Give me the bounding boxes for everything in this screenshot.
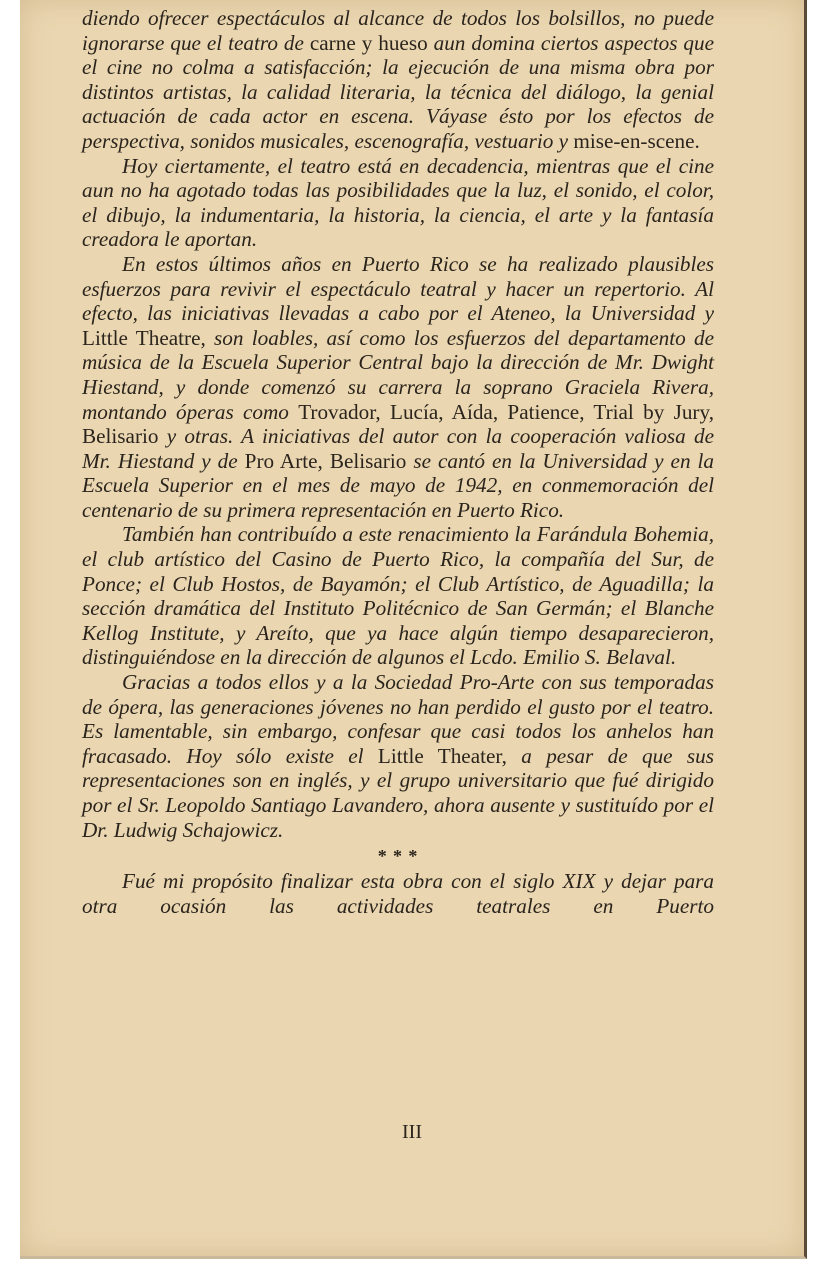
italic-text-segment: a pesar de que sus representaciones son en inglés, y el grupo universitario que fué dirigido por el Sr. Leopoldo Santiago Lavandero, ahora ausente y sustituído por el Dr. Ludwig Schajowicz. xyxy=(82,743,714,842)
paragraph xyxy=(82,522,714,670)
roman-text-segment: mise-en-scene. xyxy=(573,128,700,153)
page-text xyxy=(82,6,714,918)
italic-text-segment: y otras. A iniciativas del autor con la cooperación valiosa de Mr. Hiestand y de xyxy=(82,424,714,473)
paragraph xyxy=(82,154,714,252)
italic-text-segment: En estos últimos años en Puerto Rico se ha realizado plausibles esfuerzos para revivir el espectáculo teatral y hacer un repertorio. Al efecto, las iniciativas llevadas a cabo por el Ateneo, la Universidad y xyxy=(82,251,714,326)
italic-text-segment: Gracias a todos ellos y a la Sociedad Pro-Arte con sus temporadas de ópera, las generaciones jóvenes no han perdido el gusto por el teatro. Es lamentable, sin embargo, confesar que casi todos los anhelos han fracasado. Hoy sólo existe el xyxy=(82,670,714,768)
roman-text-segment: Pro Arte, Belisario xyxy=(244,448,407,473)
paragraph xyxy=(82,670,714,842)
italic-text-segment: aun domina ciertos aspectos que el cine no colma a satisfacción; la ejecución de una misma obra por distintos artistas, la calidad literaria, la técnica del diálogo, la genial actuación de cada actor en escena. Váyase ésto por los efectos de perspectiva, sonidos musicales, escenografía, vestuario y xyxy=(82,30,714,153)
roman-text-segment: Little Theater, xyxy=(377,743,507,768)
italic-text-segment: También han contribuído a este renacimiento la Farándula Bohemia, el club artístico del Casino de Puerto Rico, la compañía del Sur, de Ponce; el Club Hostos, de Bayamón; el Club Artístico, de Aguadilla; la sección dramática del Instituto Politécnico de San Germán; el Blanche Kellog Institute, y Areíto, que ya hace algún tiempo desaparecieron, distinguiéndose en la dirección de algunos el Lcdo. Emilio S. Belaval. xyxy=(82,522,714,670)
italic-text-segment: son loables, así como los esfuerzos del departamento de música de la Escuela Superior Central bajo la dirección de Mr. Dwight Hiestand, y donde comenzó su carrera la soprano Graciela Rivera, montando óperas como xyxy=(82,325,714,424)
italic-text-segment: Hoy ciertamente, el teatro está en decadencia, mientras que el cine aun no ha agotado todas las posibilidades que la luz, el sonido, el color, el dibujo, la indumentaria, la historia, la ciencia, el arte y la fantasía creadora le aportan. xyxy=(82,153,714,252)
paragraph xyxy=(82,252,714,523)
final-paragraph: Fué mi propósito finalizar esta obra con el siglo XIX y dejar para otra ocasión las actividades teatrales en Puerto xyxy=(82,869,714,918)
roman-text-segment: Trovador, Lucía, Aída, Patience, Trial by Jury, Belisario xyxy=(82,399,714,449)
page-number: III xyxy=(402,1121,422,1143)
body-paragraphs xyxy=(82,6,714,842)
paragraph xyxy=(82,6,714,154)
book-page xyxy=(20,0,807,1259)
italic-text-segment: diendo ofrecer espectáculos al alcance de todos los bolsillos, no puede ignorarse que el teatro de xyxy=(82,6,714,55)
italic-text-segment: se cantó en la Universidad y en la Escuela Superior en el mes de mayo de 1942, en conmemoración del centenario de su primera representación en Puerto Rico. xyxy=(82,448,715,522)
section-separator: * * * xyxy=(377,846,419,867)
roman-text-segment: Little Theatre, xyxy=(82,325,206,350)
roman-text-segment: carne y hueso xyxy=(309,30,428,55)
